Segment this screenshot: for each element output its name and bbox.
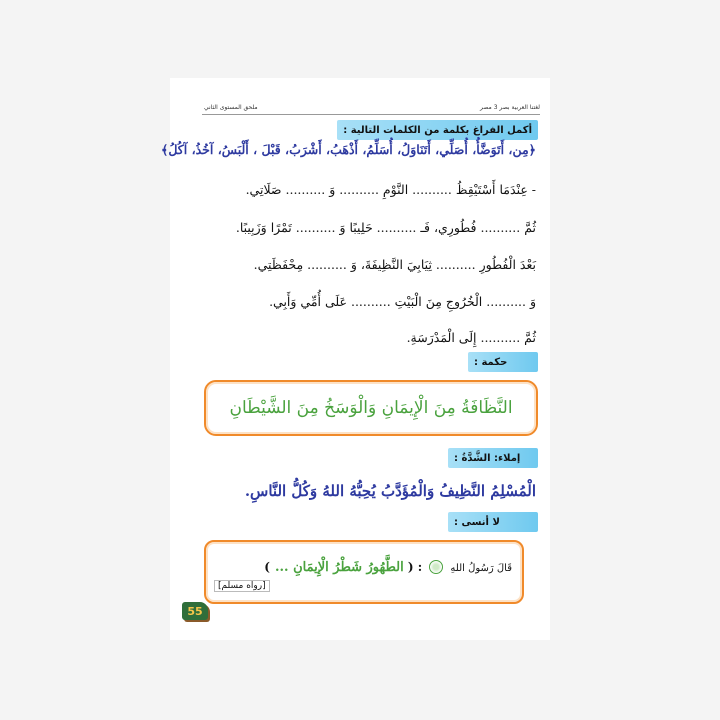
header-divider bbox=[202, 114, 540, 115]
wisdom-label-text: حكمة : bbox=[474, 356, 508, 368]
fill-line-3: بَعْدَ الْفُطُورِ .......... ثِيَابِيَ النَّظِيفَةَ، وَ .......... مِحْفَظَتِي. bbox=[253, 257, 536, 272]
dictation-label-text: إملاء: الشَّدَّةُ : bbox=[454, 452, 521, 464]
hadith-source: [رواه مسلم] bbox=[214, 580, 270, 592]
dictation-label bbox=[448, 448, 538, 468]
seal-icon bbox=[429, 560, 443, 574]
header-right: لغتنا العربية بصر 3 مصر bbox=[480, 104, 540, 111]
hadith-colon: : bbox=[413, 560, 423, 574]
worksheet-page bbox=[161, 78, 550, 640]
memorize-label-text: لا أنسى : bbox=[454, 516, 500, 528]
exercise-label bbox=[337, 120, 538, 140]
word-bank: ﴿مِن، أَتَوَضَّأُ، أُصَلِّي، أَتَنَاوَلُ، أُسَلِّمُ، أَذْهَبُ، أَشْرَبُ، قَبْلَ ، أَلْبَسُ، آخُذُ، آكُلُ﴾ bbox=[161, 142, 536, 157]
header-left: ملحق المستوى الثاني bbox=[204, 104, 258, 111]
wisdom-box bbox=[204, 380, 538, 436]
memorize-label bbox=[448, 512, 538, 532]
hadith-quote: الطَّهُورُ شَطْرُ الْإِيمَانِ ... bbox=[274, 560, 404, 575]
wisdom-label bbox=[468, 352, 538, 372]
fill-line-2: ثُمَّ .......... فُطُورِي، فَـ .......... حَلِيبًا وَ .......... تَمْرًا وَزَبِيبًا. bbox=[235, 220, 536, 235]
quote-open: ( bbox=[403, 560, 414, 574]
hadith-box bbox=[204, 540, 524, 604]
quote-close: ) bbox=[264, 560, 270, 574]
fill-line-4: وَ .......... الْخُرُوجِ مِنَ الْبَيْتِ .......... عَلَى أُمِّي وَأَبِي. bbox=[269, 294, 536, 309]
exercise-label-text: أكمل الفراغ بكلمة من الكلمات التالية : bbox=[343, 124, 532, 136]
page-number: 55 bbox=[187, 604, 203, 618]
fill-line-1: - عِنْدَمَا أَسْتَيْقِظُ .......... النَّوْمِ .......... وَ .......... صَلَاتِي. bbox=[245, 182, 536, 197]
dictation-sentence: الْمُسْلِمُ النَّظِيفُ وَالْمُؤَدَّبُ يُحِبُّهُ اللهُ وَكُلُّ النَّاسِ. bbox=[244, 482, 536, 500]
hadith-intro: قَالَ رَسُولُ اللهِ bbox=[450, 563, 512, 574]
hadith-line bbox=[264, 556, 512, 575]
page-number-badge bbox=[182, 602, 208, 620]
wisdom-text: النَّظَافَةُ مِنَ الْإِيمَانِ وَالْوَسَخُ مِنَ الشَّيْطَانِ bbox=[229, 398, 513, 418]
fill-line-5: ثُمَّ .......... إِلَى الْمَدْرَسَةِ. bbox=[406, 330, 536, 345]
